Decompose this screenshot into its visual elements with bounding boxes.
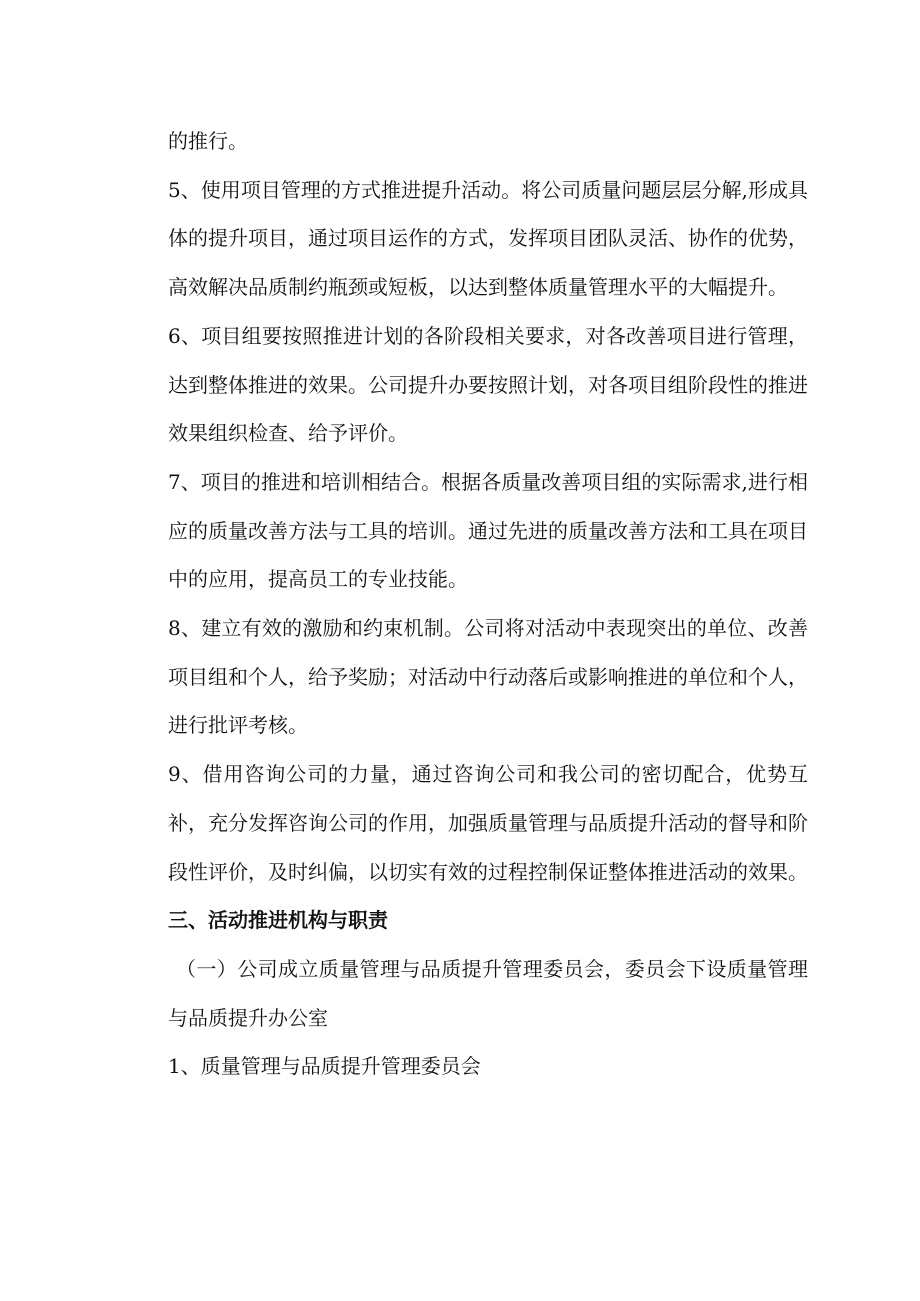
list-item-1: 1、质量管理与品质提升管理委员会 <box>168 1054 481 1079</box>
subsection-paragraph: （一）公司成立质量管理与品质提升管理委员会，委员会下设质量管理与品质提升办公室 <box>168 956 808 1030</box>
paragraph-item-5: 5、使用项目管理的方式推进提升活动。将公司质量问题层层分解,形成具体的提升项目，通过项目运作的方式，发挥项目团队灵活、协作的优势，高效解决品质制约瓶颈或短板，以达到整体质量管理水平的大幅提升。 <box>168 177 808 300</box>
paragraph-item-8: 8、建立有效的激励和约束机制。公司将对活动中表现突出的单位、改善项目组和个人，给予奖励；对活动中行动落后或影响推进的单位和个人，进行批评考核。 <box>168 616 808 738</box>
paragraph-item-9: 9、借用咨询公司的力量，通过咨询公司和我公司的密切配合，优势互补，充分发挥咨询公司的作用，加强质量管理与品质提升活动的督导和阶段性评价，及时纠偏，以切实有效的过程控制保证整体推进活动的效果。 <box>168 762 808 884</box>
section-heading: 三、活动推进机构与职责 <box>168 908 388 933</box>
paragraph-item-6: 6、项目组要按照推进计划的各阶段相关要求，对各改善项目进行管理，达到整体推进的效果。公司提升办要按照计划，对各项目组阶段性的推进效果组织检查、给予评价。 <box>168 323 808 446</box>
paragraph-continuation: 的推行。 <box>168 129 248 153</box>
document-body <box>168 117 808 1091</box>
paragraph-item-7: 7、项目的推进和培训相结合。根据各质量改善项目组的实际需求,进行相应的质量改善方法与工具的培训。通过先进的质量改善方法和工具在项目中的应用，提高员工的专业技能。 <box>168 469 808 592</box>
